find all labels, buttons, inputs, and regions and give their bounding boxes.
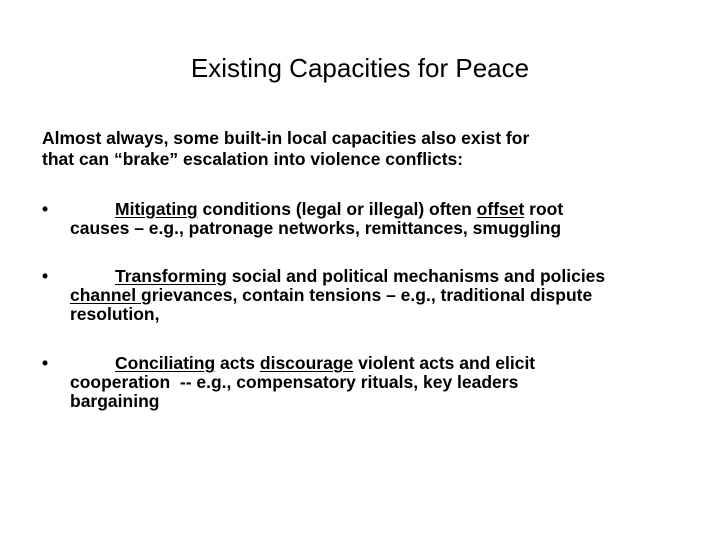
bullet-icon: • [42, 199, 49, 219]
bullet-icon: • [42, 353, 49, 373]
bullet-text-segment: acts [215, 353, 260, 373]
intro-line: Almost always, some built-in local capacities also exist for [42, 128, 530, 148]
key-term: offset [476, 199, 525, 219]
bullet-line [70, 286, 710, 305]
key-term: Conciliating [115, 353, 216, 373]
bullet-line [70, 354, 710, 373]
bullet-text-segment: conditions (legal or illegal) often [197, 199, 477, 219]
bullet-text-segment: rievances, contain tensions – e.g., traditional dispute [151, 285, 593, 305]
bullet-line: bargaining [70, 391, 160, 411]
key-term: discourage [259, 353, 354, 373]
bullet-line: cooperation -- e.g., compensatory rituals, key leaders [70, 372, 519, 392]
key-term: Transforming [115, 266, 227, 286]
bullet-line [70, 200, 710, 219]
bullet-line [70, 267, 710, 286]
bullet-text-segment: social and political mechanisms and policies [226, 266, 606, 286]
bullet-text [70, 354, 710, 411]
bullet-icon: • [42, 266, 49, 286]
bullet-text-segment: violent acts and elicit [353, 353, 536, 373]
intro-paragraph [42, 128, 702, 170]
slide-title: Existing Capacities for Peace [190, 53, 530, 83]
bullet-line: resolution, [70, 304, 160, 324]
bullet-text-segment: root [524, 199, 564, 219]
key-term: channel g [70, 285, 152, 305]
key-term: Mitigating [115, 199, 198, 219]
intro-line: that can “brake” escalation into violence conflicts: [42, 149, 464, 169]
bullet-text [70, 267, 710, 324]
bullet-line: causes – e.g., patronage networks, remittances, smuggling [70, 218, 562, 238]
bullet-text [70, 200, 710, 238]
